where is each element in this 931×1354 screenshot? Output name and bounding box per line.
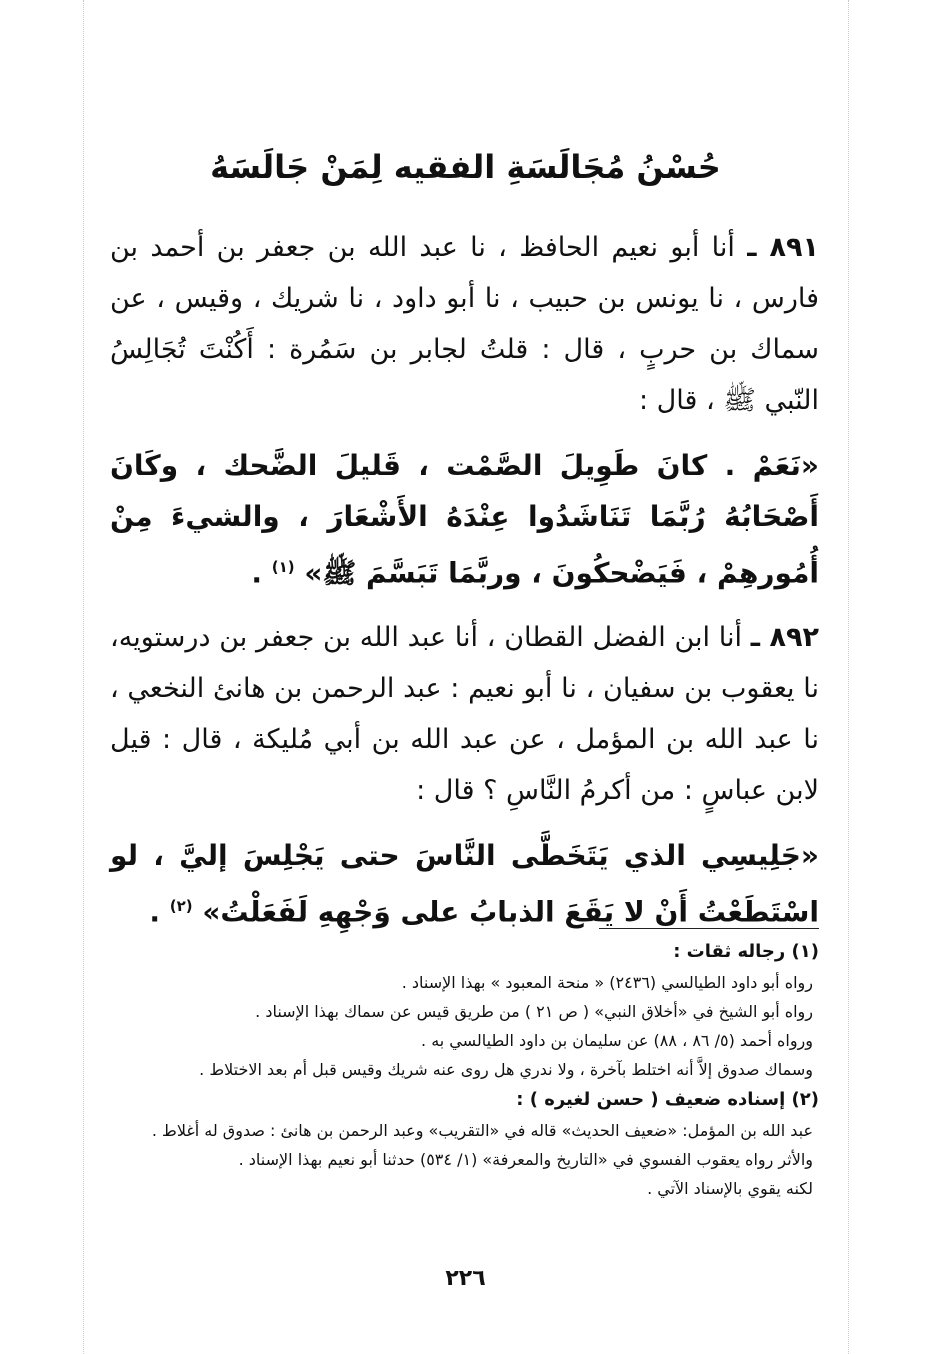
hadith-number: ٨٩٢ ـ: [750, 622, 819, 654]
footnote-2-head: (٢) إسناده ضعيف ( حسن لغيره ) :: [516, 1089, 819, 1110]
hadith-892-quote: [110, 830, 819, 937]
scan-guide-line: [83, 0, 84, 1354]
footnote-line: لكنه يقوي بالإسناد الآتي .: [647, 1179, 813, 1198]
sentence-end: .: [251, 556, 272, 590]
hadith-chain: أنا أبو نعيم الحافظ ، نا عبد الله بن جعفر بن أحمد بن فارس ، نا يونس بن حبيب ، نا أبو داود ، نا شريك ، وقيس ، عن سماك بن حربٍ ، قال : قلتُ لجابر بن سَمُرة : أَكُنْتَ تُجَالِسُ النّبي ﷺ ، قال :: [110, 232, 819, 416]
footnote-ref: (١): [271, 558, 295, 576]
footnote-line: وسماك صدوق إلاَّ أنه اختلط بآخرة ، ولا ندري هل روى عنه شريك وقيس قبل أم بعد الاختلاط .: [199, 1060, 813, 1079]
page-number: ٢٢٦: [445, 1266, 486, 1291]
main-text: [110, 222, 819, 952]
sentence-end: .: [149, 895, 170, 929]
footnote-line: والأثر رواه يعقوب الفسوي في «التاريخ والمعرفة» (١/ ٥٣٤) حدثنا أبو نعيم بهذا الإسناد .: [238, 1150, 813, 1169]
hadith-891: [110, 222, 819, 426]
footnote-line: عبد الله بن المؤمل: «ضعيف الحديث» قاله في «التقريب» وعبد الرحمن بن هانئ : صدوق له أغلاط .: [151, 1121, 813, 1140]
footnote-divider: [599, 928, 819, 929]
quote-text: «نَعَمْ . كانَ طَوِيلَ الصَّمْت ، قَليلَ الضَّحك ، وكَانَ أَصْحَابُهُ رُبَّمَا تَنَاشَدُوا عِنْدَهُ الأَشْعَارَ ، والشيءَ مِنْ أُمُورهِمْ ، فَيَضْحكُونَ ، وربَّمَا تَبَسَّمَ ﷺ»: [110, 449, 819, 590]
footnote-line: رواه أبو الشيخ في «أخلاق النبي» ( ص ٢١ ) من طريق قيس عن سماك بهذا الإسناد .: [255, 1002, 813, 1021]
scan-guide-line: [848, 0, 849, 1354]
hadith-number: ٨٩١ ـ: [747, 232, 819, 263]
hadith-891-quote: [110, 440, 819, 598]
hadith-892: [110, 612, 819, 816]
footnote-ref: (٢): [169, 897, 193, 916]
footnote-1-head: (١) رجاله ثقات :: [673, 941, 819, 962]
chapter-title: حُسْنُ مُجَالَسَةِ الفقيه لِمَنْ جَالَسَهُ: [210, 148, 721, 186]
footnote-line: رواه أبو داود الطيالسي (٢٤٣٦) « منحة المعبود » بهذا الإسناد .: [401, 973, 813, 992]
hadith-chain: أنا ابن الفضل القطان ، أنا عبد الله بن جعفر بن درستويه، نا يعقوب بن سفيان ، نا أبو نعيم : عبد الرحمن بن هانئ النخعي ، نا عبد الله بن المؤمل ، عن عبد الله بن أبي مُليكة ، قال : قيل لابن عباسٍ : من أكرمُ النَّاسِ ؟ قال :: [110, 622, 819, 807]
footnotes: [110, 936, 819, 1203]
footnote-line: ورواه أحمد (٥/ ٨٦ ، ٨٨) عن سليمان بن داود الطيالسي به .: [421, 1031, 813, 1050]
quote-text: «جَلِيسِي الذي يَتَخَطَّى النَّاسَ حتى يَجْلِسَ إليَّ ، لو اسْتَطَعْتُ أَنْ لا يَقَعَ الذبابُ على وَجْهِهِ لَفَعَلْتُ»: [110, 839, 819, 929]
